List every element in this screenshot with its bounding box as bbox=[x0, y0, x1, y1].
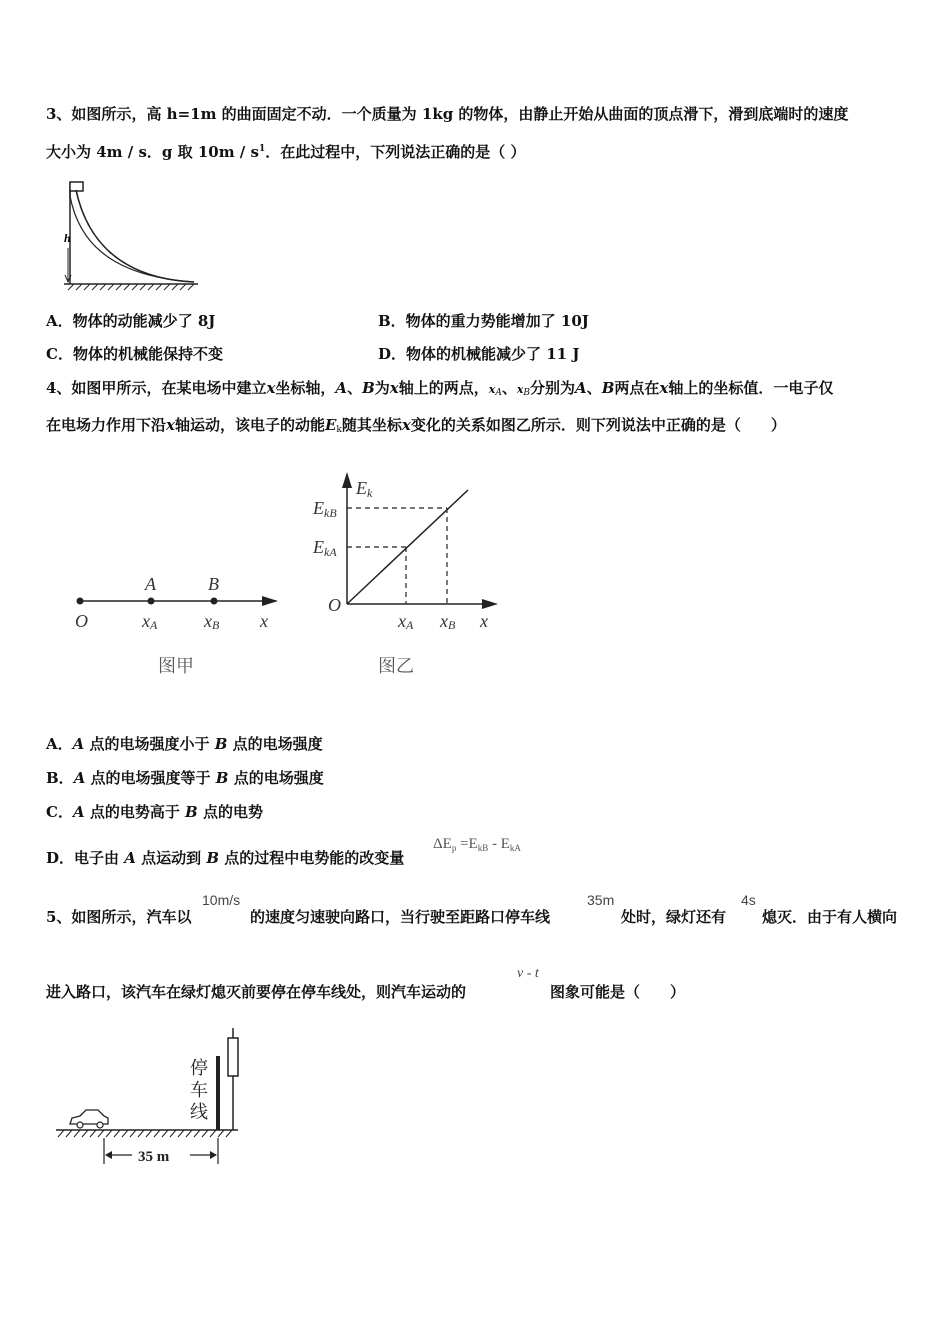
road-hatch bbox=[58, 1130, 232, 1137]
q5-speed-value: 10m/s bbox=[202, 892, 241, 908]
jia-point-b bbox=[211, 598, 218, 605]
q4-option-a[interactable]: A．A 点的电场强度小于 B 点的电场强度 bbox=[46, 735, 323, 753]
yi-label-ek: Ek bbox=[356, 478, 373, 500]
q3-option-d[interactable]: D．物体的机械能减少了 11 J bbox=[378, 345, 580, 363]
yi-label-xb: xB bbox=[440, 611, 456, 632]
q4-stem-line2: 在电场力作用下沿x轴运动，该电子的动能Ek随其坐标x变化的关系如图乙所示．则下列说法中正确的是（ ） bbox=[46, 416, 786, 435]
jia-label-o: O bbox=[75, 611, 88, 631]
jia-arrow-icon bbox=[262, 596, 278, 606]
q5-distance-value: 35m bbox=[587, 892, 615, 908]
q4-option-b[interactable]: B．A 点的电场强度等于 B 点的电场强度 bbox=[46, 769, 324, 787]
q5-stem-line1-a: 5、如图所示，汽车以 bbox=[46, 908, 192, 926]
q5-vt-label: v - t bbox=[517, 966, 539, 981]
traffic-light-icon bbox=[228, 1038, 238, 1076]
stop-line-label-2: 车 bbox=[190, 1080, 208, 1100]
car-icon bbox=[70, 1110, 108, 1128]
stop-line-bar bbox=[216, 1056, 220, 1130]
q3-option-a[interactable]: A．物体的动能减少了 8J bbox=[46, 312, 216, 330]
yi-caption: 图乙 bbox=[378, 656, 414, 676]
q4-figure-yi bbox=[310, 468, 510, 680]
q4-stem-line1: 4、如图甲所示，在某电场中建立x坐标轴，A、B为x轴上的两点，xA、xB分别为A、B两点在x轴上的坐标值．一电子仅 bbox=[46, 379, 834, 398]
q4-option-d-formula: $\Delta E_p =E_{kB} - E_{kA}$ bbox=[433, 836, 521, 853]
q5-stem-line1-d: 熄灭．由于有人横向 bbox=[762, 908, 898, 926]
jia-point-o bbox=[77, 598, 84, 605]
q4-figure-jia bbox=[66, 570, 286, 680]
distance-arrowhead-left bbox=[105, 1151, 112, 1159]
q4-option-c[interactable]: C．A 点的电势高于 B 点的电势 bbox=[46, 803, 263, 821]
jia-label-x: x bbox=[260, 611, 268, 631]
jia-label-xa: xA bbox=[142, 611, 158, 632]
jia-label-a: A bbox=[145, 574, 156, 594]
yi-label-xa: xA bbox=[398, 611, 414, 632]
q5-stem-line1-c: 处时，绿灯还有 bbox=[621, 908, 727, 926]
yi-label-o: O bbox=[328, 595, 341, 615]
q5-stem-line2-b: 图象可能是（ ） bbox=[550, 983, 686, 1001]
jia-point-a bbox=[148, 598, 155, 605]
q5-stem-line2-a: 进入路口，该汽车在绿灯熄灭前要停在停车线处，则汽车运动的 bbox=[46, 983, 467, 1001]
yi-y-arrow-icon bbox=[342, 472, 352, 488]
q5-stem-line1-b: 的速度匀速驶向路口，当行驶至距路口停车线 bbox=[250, 908, 551, 926]
q4-option-d[interactable]: D．电子由 A 点运动到 B 点的过程中电势能的改变量 bbox=[46, 849, 405, 867]
yi-x-arrow-icon bbox=[482, 599, 498, 609]
q3-slope-figure bbox=[46, 176, 206, 292]
h-label: h bbox=[64, 231, 71, 245]
stop-line-label-3: 线 bbox=[190, 1102, 208, 1122]
yi-label-x: x bbox=[480, 611, 488, 631]
q3-option-b[interactable]: B．物体的重力势能增加了 10J bbox=[378, 312, 589, 330]
jia-label-xb: xB bbox=[204, 611, 220, 632]
distance-label: 35 m bbox=[138, 1149, 170, 1165]
curved-track bbox=[76, 190, 194, 282]
q5-time-value: 4s bbox=[741, 892, 756, 908]
q3-stem-line2: 大小为 4m / s．g 取 $10m / s^1$．在此过程中，下列说法正确的是（ ） bbox=[46, 143, 526, 161]
curved-track-inner bbox=[70, 196, 194, 282]
yi-label-eka: EkA bbox=[313, 537, 337, 559]
jia-caption: 图甲 bbox=[158, 656, 194, 676]
q3-option-c[interactable]: C．物体的机械能保持不变 bbox=[46, 345, 223, 363]
flag-icon bbox=[70, 182, 83, 191]
distance-arrowhead-right bbox=[210, 1151, 217, 1159]
ground-hatch bbox=[68, 284, 194, 290]
jia-label-b: B bbox=[208, 574, 219, 594]
yi-label-ekb: EkB bbox=[313, 498, 337, 520]
q5-car-figure bbox=[52, 1024, 252, 1174]
stop-line-label-1: 停 bbox=[190, 1058, 208, 1078]
q3-stem-line1: 3、如图所示，高 h=1m 的曲面固定不动．一个质量为 1kg 的物体，由静止开始从曲面的顶点滑下，滑到底端时的速度 bbox=[46, 105, 849, 123]
